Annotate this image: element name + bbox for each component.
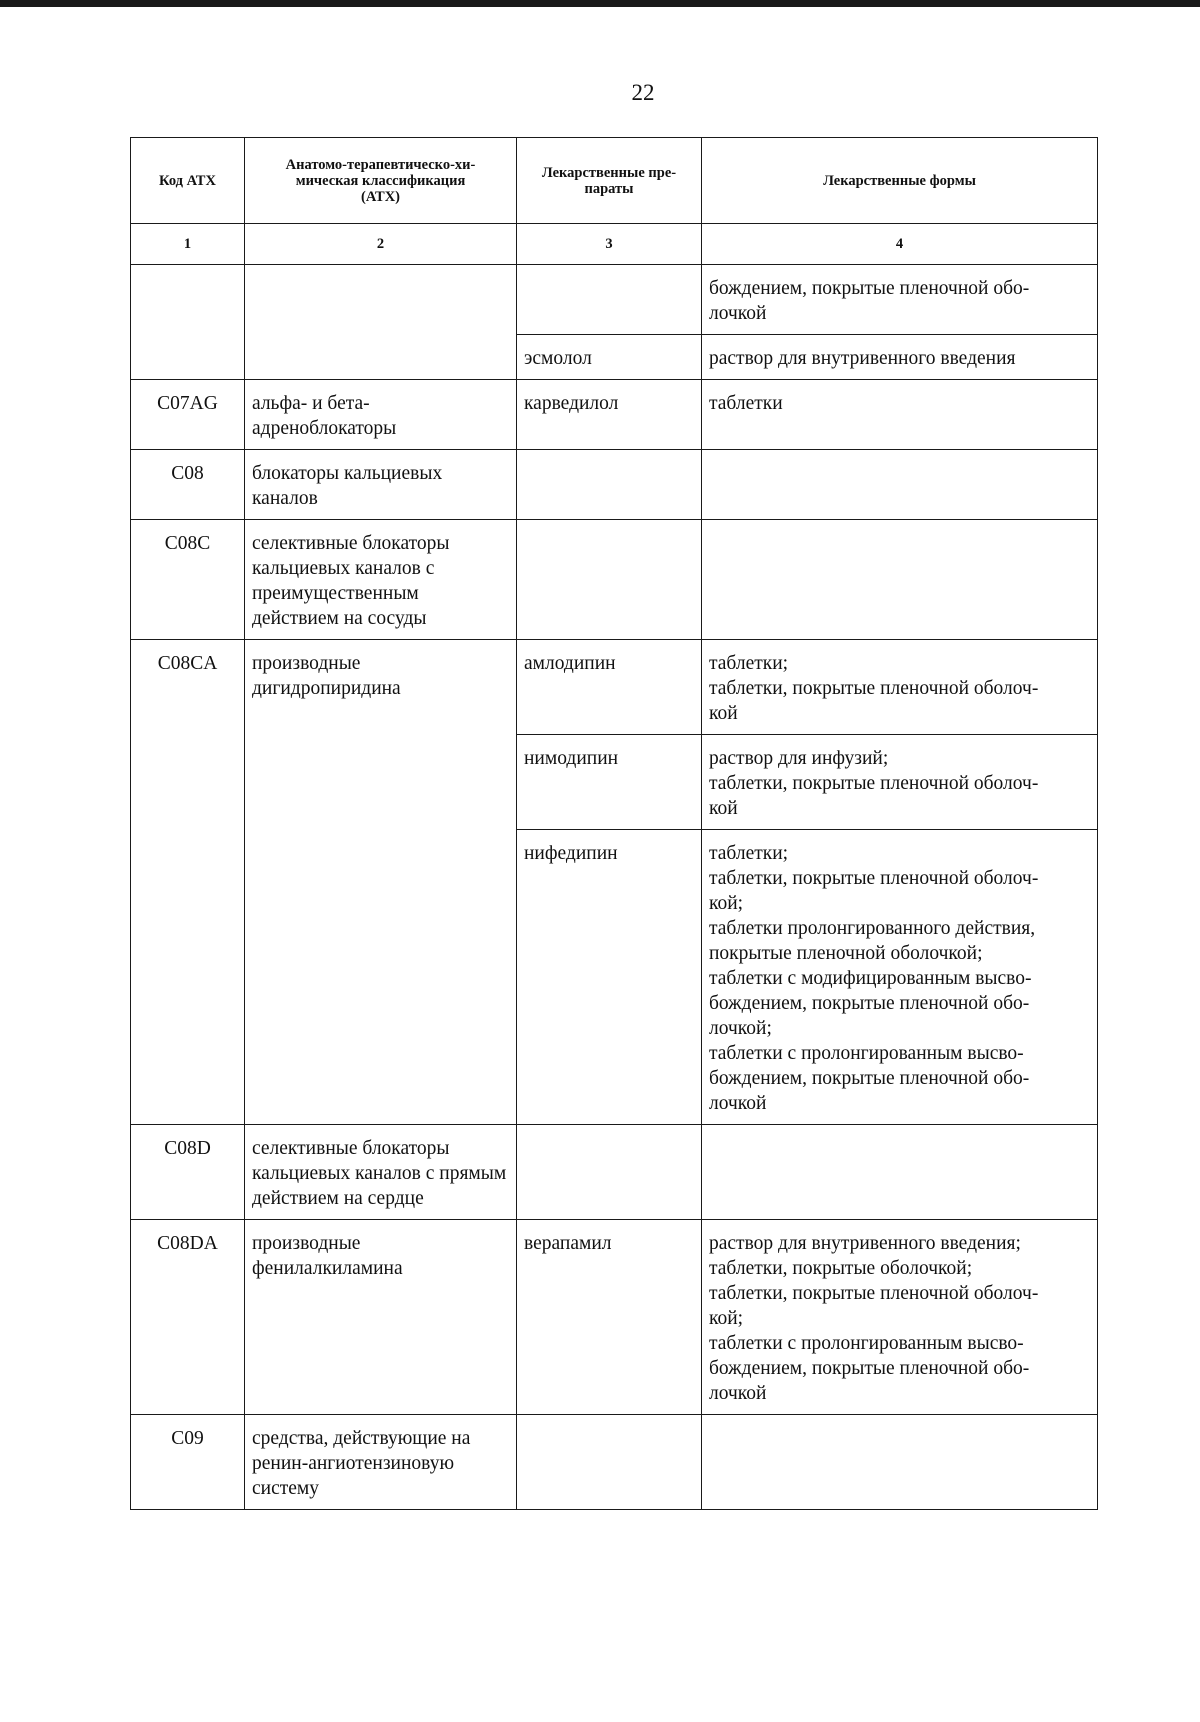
atc-classification-cell: селективные блокаторы кальциевых каналов с преимущественным действием на сосуды — [245, 520, 517, 640]
table-row — [131, 265, 1098, 335]
dosage-forms-cell — [702, 640, 1098, 735]
atc-classification-cell: средства, действующие на ренин-ангиотензиновую систему — [245, 1415, 517, 1510]
table-row — [131, 380, 1098, 450]
dosage-form-line: таблетки; — [709, 653, 789, 674]
dosage-forms-cell — [702, 520, 1098, 640]
dosage-forms-cell — [702, 265, 1098, 335]
dosage-form-line: лочкой; — [709, 1018, 772, 1039]
dosage-form-line: раствор для внутривенного введения; — [709, 1233, 1021, 1254]
dosage-form-line: таблетки с пролонгированным высво- — [709, 1043, 1024, 1064]
dosage-form-line: лочкой — [709, 1383, 767, 1404]
dosage-forms-cell — [702, 380, 1098, 450]
dosage-form-line: таблетки пролонгированного действия, — [709, 918, 1036, 939]
column-number: 4 — [702, 224, 1098, 265]
header-drugs-line: параты — [584, 180, 634, 197]
atc-code-cell: C08CA — [131, 640, 245, 1125]
drug-name-cell: верапамил — [517, 1220, 702, 1415]
atc-code-cell: C07AG — [131, 380, 245, 450]
top-border-line — [0, 0, 1200, 7]
page-number: 22 — [631, 80, 655, 105]
atc-code-cell: C08DA — [131, 1220, 245, 1415]
drug-name-cell: карведилол — [517, 380, 702, 450]
column-number-row — [131, 224, 1098, 265]
dosage-form-line: таблетки, покрытые пленочной оболоч- — [709, 678, 1039, 699]
column-number: 3 — [517, 224, 702, 265]
dosage-form-line: таблетки, покрытые оболочкой; — [709, 1258, 973, 1279]
header-atc-line: (АТХ) — [361, 188, 400, 205]
dosage-form-line: кой — [709, 703, 738, 724]
drug-name-cell — [517, 1415, 702, 1510]
column-number: 1 — [131, 224, 245, 265]
table-row — [131, 1415, 1098, 1510]
header-row — [131, 138, 1098, 224]
drug-name-cell: эсмолол — [517, 335, 702, 380]
dosage-forms-cell — [702, 1415, 1098, 1510]
dosage-form-line: таблетки — [709, 393, 783, 414]
dosage-form-line: таблетки, покрытые пленочной оболоч- — [709, 868, 1039, 889]
drug-name-cell: нимодипин — [517, 735, 702, 830]
table-row — [131, 1125, 1098, 1220]
dosage-form-line: таблетки с модифицированным высво- — [709, 968, 1032, 989]
drug-name-cell: амлодипин — [517, 640, 702, 735]
dosage-form-line: таблетки; — [709, 843, 789, 864]
atc-code-cell: C08D — [131, 1125, 245, 1220]
drug-name-cell — [517, 265, 702, 335]
dosage-forms-cell — [702, 1125, 1098, 1220]
dosage-form-line: бождением, покрытые пленочной обо- — [709, 1358, 1030, 1379]
dosage-form-line: кой — [709, 798, 738, 819]
dosage-form-line: бождением, покрытые пленочной обо- — [709, 278, 1030, 299]
dosage-forms-cell — [702, 450, 1098, 520]
header-atc-classification — [245, 138, 517, 224]
dosage-form-line: кой; — [709, 1308, 744, 1329]
header-atc-line: Анатомо-терапевтическо-хи- — [285, 156, 476, 173]
drug-name-cell — [517, 1125, 702, 1220]
atc-classification-cell: селективные блокаторы кальциевых каналов с прямым действием на сердце — [245, 1125, 517, 1220]
dosage-forms-cell — [702, 335, 1098, 380]
atc-code-cell: C08C — [131, 520, 245, 640]
dosage-form-line: таблетки, покрытые пленочной оболоч- — [709, 1283, 1039, 1304]
header-drugs-line: Лекарственные пре- — [541, 164, 677, 181]
atc-classification-cell: производные фенилалкиламина — [245, 1220, 517, 1415]
dosage-forms-cell — [702, 735, 1098, 830]
atc-classification-cell: производные дигидропиридина — [245, 640, 517, 1125]
table-row — [131, 640, 1098, 735]
header-dosage-forms: Лекарственные формы — [702, 138, 1098, 224]
dosage-form-line: раствор для внутривенного введения — [709, 348, 1016, 369]
dosage-form-line: бождением, покрытые пленочной обо- — [709, 993, 1030, 1014]
column-number: 2 — [245, 224, 517, 265]
header-drugs — [517, 138, 702, 224]
table-row — [131, 1220, 1098, 1415]
dosage-form-line: кой; — [709, 893, 744, 914]
atc-code-cell: C09 — [131, 1415, 245, 1510]
dosage-forms-cell — [702, 1220, 1098, 1415]
dosage-form-line: бождением, покрытые пленочной обо- — [709, 1068, 1030, 1089]
drug-name-cell — [517, 450, 702, 520]
dosage-form-line: таблетки с пролонгированным высво- — [709, 1333, 1024, 1354]
atc-classification-cell — [245, 265, 517, 380]
atc-code-cell: C08 — [131, 450, 245, 520]
header-atc-line: мическая классификация — [295, 172, 466, 189]
atc-code-cell — [131, 265, 245, 380]
dosage-form-line: раствор для инфузий; — [709, 748, 889, 769]
drug-name-cell: нифедипин — [517, 830, 702, 1125]
atc-classification-cell: альфа- и бета-адреноблокаторы — [245, 380, 517, 450]
drug-name-cell — [517, 520, 702, 640]
atc-table — [130, 137, 1098, 1510]
dosage-forms-cell — [702, 830, 1098, 1125]
dosage-form-line: лочкой — [709, 1093, 767, 1114]
header-code: Код АТХ — [131, 138, 245, 224]
dosage-form-line: покрытые пленочной оболочкой; — [709, 943, 983, 964]
dosage-form-line: таблетки, покрытые пленочной оболоч- — [709, 773, 1039, 794]
table-body — [131, 265, 1098, 1510]
atc-classification-cell: блокаторы кальциевых каналов — [245, 450, 517, 520]
table-row — [131, 520, 1098, 640]
dosage-form-line: лочкой — [709, 303, 767, 324]
table-row — [131, 450, 1098, 520]
